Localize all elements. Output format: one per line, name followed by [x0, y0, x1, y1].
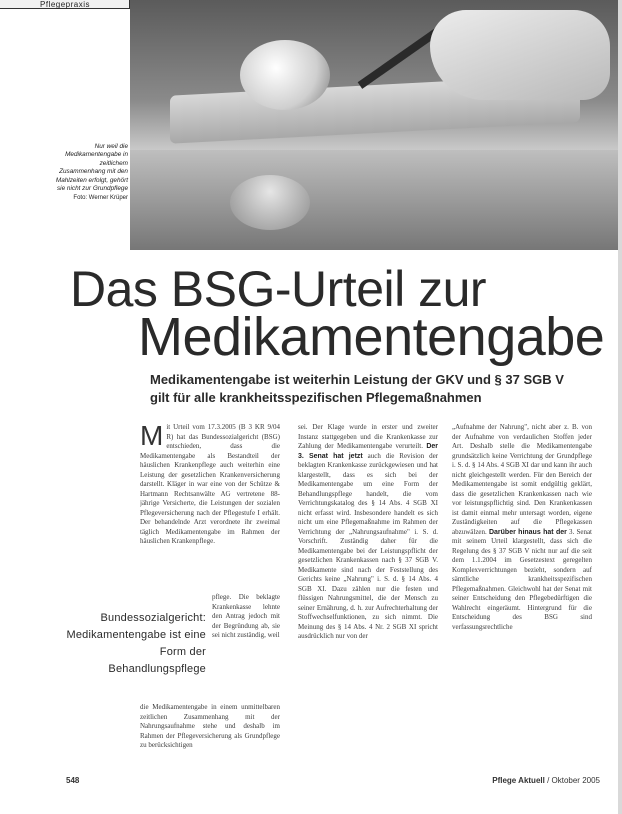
- col1-upper: [140, 423, 280, 583]
- col2-text-b: auch die Revision der beklagten Krankenkasse zurückgewiesen und hat klargestellt, dass es sich bei der Medikamentengabe um eine Form der Behandlungspflege handelt, die vom Verrichtungskatalog des § 14 Abs. 4 SGB XI nicht erfasst wird. Insbesondere handelt es sich nicht um eine Pflegemaßnahme im Rahmen der Verrichtung der „Nahrungsaufnahme" i. S. d. Vorschrift. Zuständig daher für die Medikamentengabe bei der Leistungspflicht der gesetzlichen Krankenkassen nach § 37 SGB V. Medikamente sind nach der Feststellung des Gerichts keine „Nahrung" i. S. d. § 14 Abs. 4 SGB XI. Dazu zählen nur die festen und flüssigen Nahrungsmittel, die der Mensch zu seiner Ernährung, d. h. zur Aufrechterhaltung der Stoffwechselfunktionen, zu sich nimmt. Die Meinung des § 14 Abs. 4 Nr. 2 SGB XI spricht ausdrücklich nur von der: [298, 451, 438, 640]
- col1-mid: [212, 593, 280, 703]
- photo-credit: Foto: Werner Krüper: [73, 195, 128, 202]
- body-column-2: [298, 423, 438, 775]
- col1-bottom-text: die Medikamentengabe in einem unmittelbaren zeitlichen Zusammenhang mit der Nahrungsaufnahme stehe und deshalb im Rahmen der Pflegeversicherung als Grundpflege zu berücksichtigen: [140, 703, 280, 749]
- caption-text: Nur weil die Medikamentengabe in zeitlichem Zusammenhang mit den Mahlzeiten erfolgt, gehört sie nicht zur Grundpflege: [55, 143, 128, 193]
- photo-caption: [52, 143, 128, 203]
- col2-lead-in: Der 3. Senat hat jetzt: [298, 443, 438, 460]
- section-tab: Pflegepraxis: [0, 0, 130, 9]
- article-title-line1: Das BSG-Urteil zur: [70, 261, 487, 317]
- page-edge: [618, 0, 622, 814]
- col2-text-a: sei. Der Klage wurde in erster und zweiter Instanz stattgegeben und die Krankenkasse zur Zahlung der Medikamentengabe verurteilt.: [298, 423, 438, 450]
- magazine-name: Pflege Aktuell: [492, 776, 545, 785]
- col3-lead-in: Darüber hinaus hat der: [488, 528, 567, 536]
- col3-text-b: 3. Senat mit seinem Urteil klargestellt, dass sich die Regelung des § 37 SGB V nicht nur auf die seit dem 1.1.2004 im Gesetzestext geregelten Komplexverrichtungen bezieht, sondern auf sämtliche krankheitsspezifischen Pflegemaßnahmen. Gleichwohl hat der Senat mit seiner Entscheidung den Pflegebedürftigen die Wahlrecht eingeräumt. Hintergrund für die Entscheidung des BSG sind verfassungsrechtliche: [452, 527, 592, 631]
- col1-bottom: [140, 703, 280, 775]
- hand: [430, 10, 610, 100]
- magazine-footer: [492, 776, 600, 785]
- article-photo: [130, 0, 618, 250]
- onion: [240, 40, 330, 110]
- pull-quote: Bundessozialgericht: Medikamentengabe ist eine Form der Behandlungspflege: [66, 612, 206, 675]
- table-reflection: [130, 150, 618, 250]
- page-number: 548: [66, 776, 80, 785]
- onion-reflection: [230, 175, 310, 230]
- body-column-3: [452, 423, 592, 775]
- col1-upper-text: it Urteil vom 17.3.2005 (B 3 KR 9/04 R) hat das Bundessozialgericht (BSG) entschieden, dass die Medikamentengabe als Bestandteil der häuslichen Krankenpflege auch weiterhin eine Leistung der gesetzlichen Krankenversicherung darstellt. Kläger in war eine von der Schütze & Hartmann Rechtsanwälte AG vertretene 88-jährige Versicherte, die Leistungen der sozialen Pflegeversicherung nach der Pflegestufe I erhält. Der behandelnde Arzt verordnete ihr zweimal täglich Medikamentengabe im Rahmen der häuslichen Krankenpflege.: [140, 423, 280, 545]
- magazine-issue: / Oktober 2005: [544, 776, 600, 785]
- body-column-1: [140, 423, 280, 775]
- col3-text-a: „Aufnahme der Nahrung", nicht aber z. B. von der Aufnahme von verdaulichen Stoffen jeder Art. Deshalb stelle die Medikamentengabe grundsätzlich keine Verrichtung der Grundpflege i. S. d. § 14 Abs. 4 SGB XI dar und kann ihr auch nicht gleichgestellt werden. Für den Bereich der Medikamentengabe ist somit endgültig geklärt, dass die gesetzlichen Krankenkassen nach wie vor leistungspflichtig sind. Den Krankenkassen ist damit einmal mehr untersagt worden, eigene Zuständigkeiten auf die Pflegekassen abzuwälzen.: [452, 423, 592, 536]
- article-subtitle: Medikamentengabe ist weiterhin Leistung der GKV und § 37 SGB V gilt für alle krankheitsspezifischen Pflegemaßnahmen: [150, 372, 564, 405]
- col1-mid-text: pflege. Die beklagte Krankenkasse lehnte den Antrag jedoch mit der Begründung ab, sie sei nicht zuständig, weil: [212, 593, 280, 639]
- drop-cap: M: [140, 423, 164, 451]
- article-title-line2: Medikamentengabe: [138, 307, 605, 367]
